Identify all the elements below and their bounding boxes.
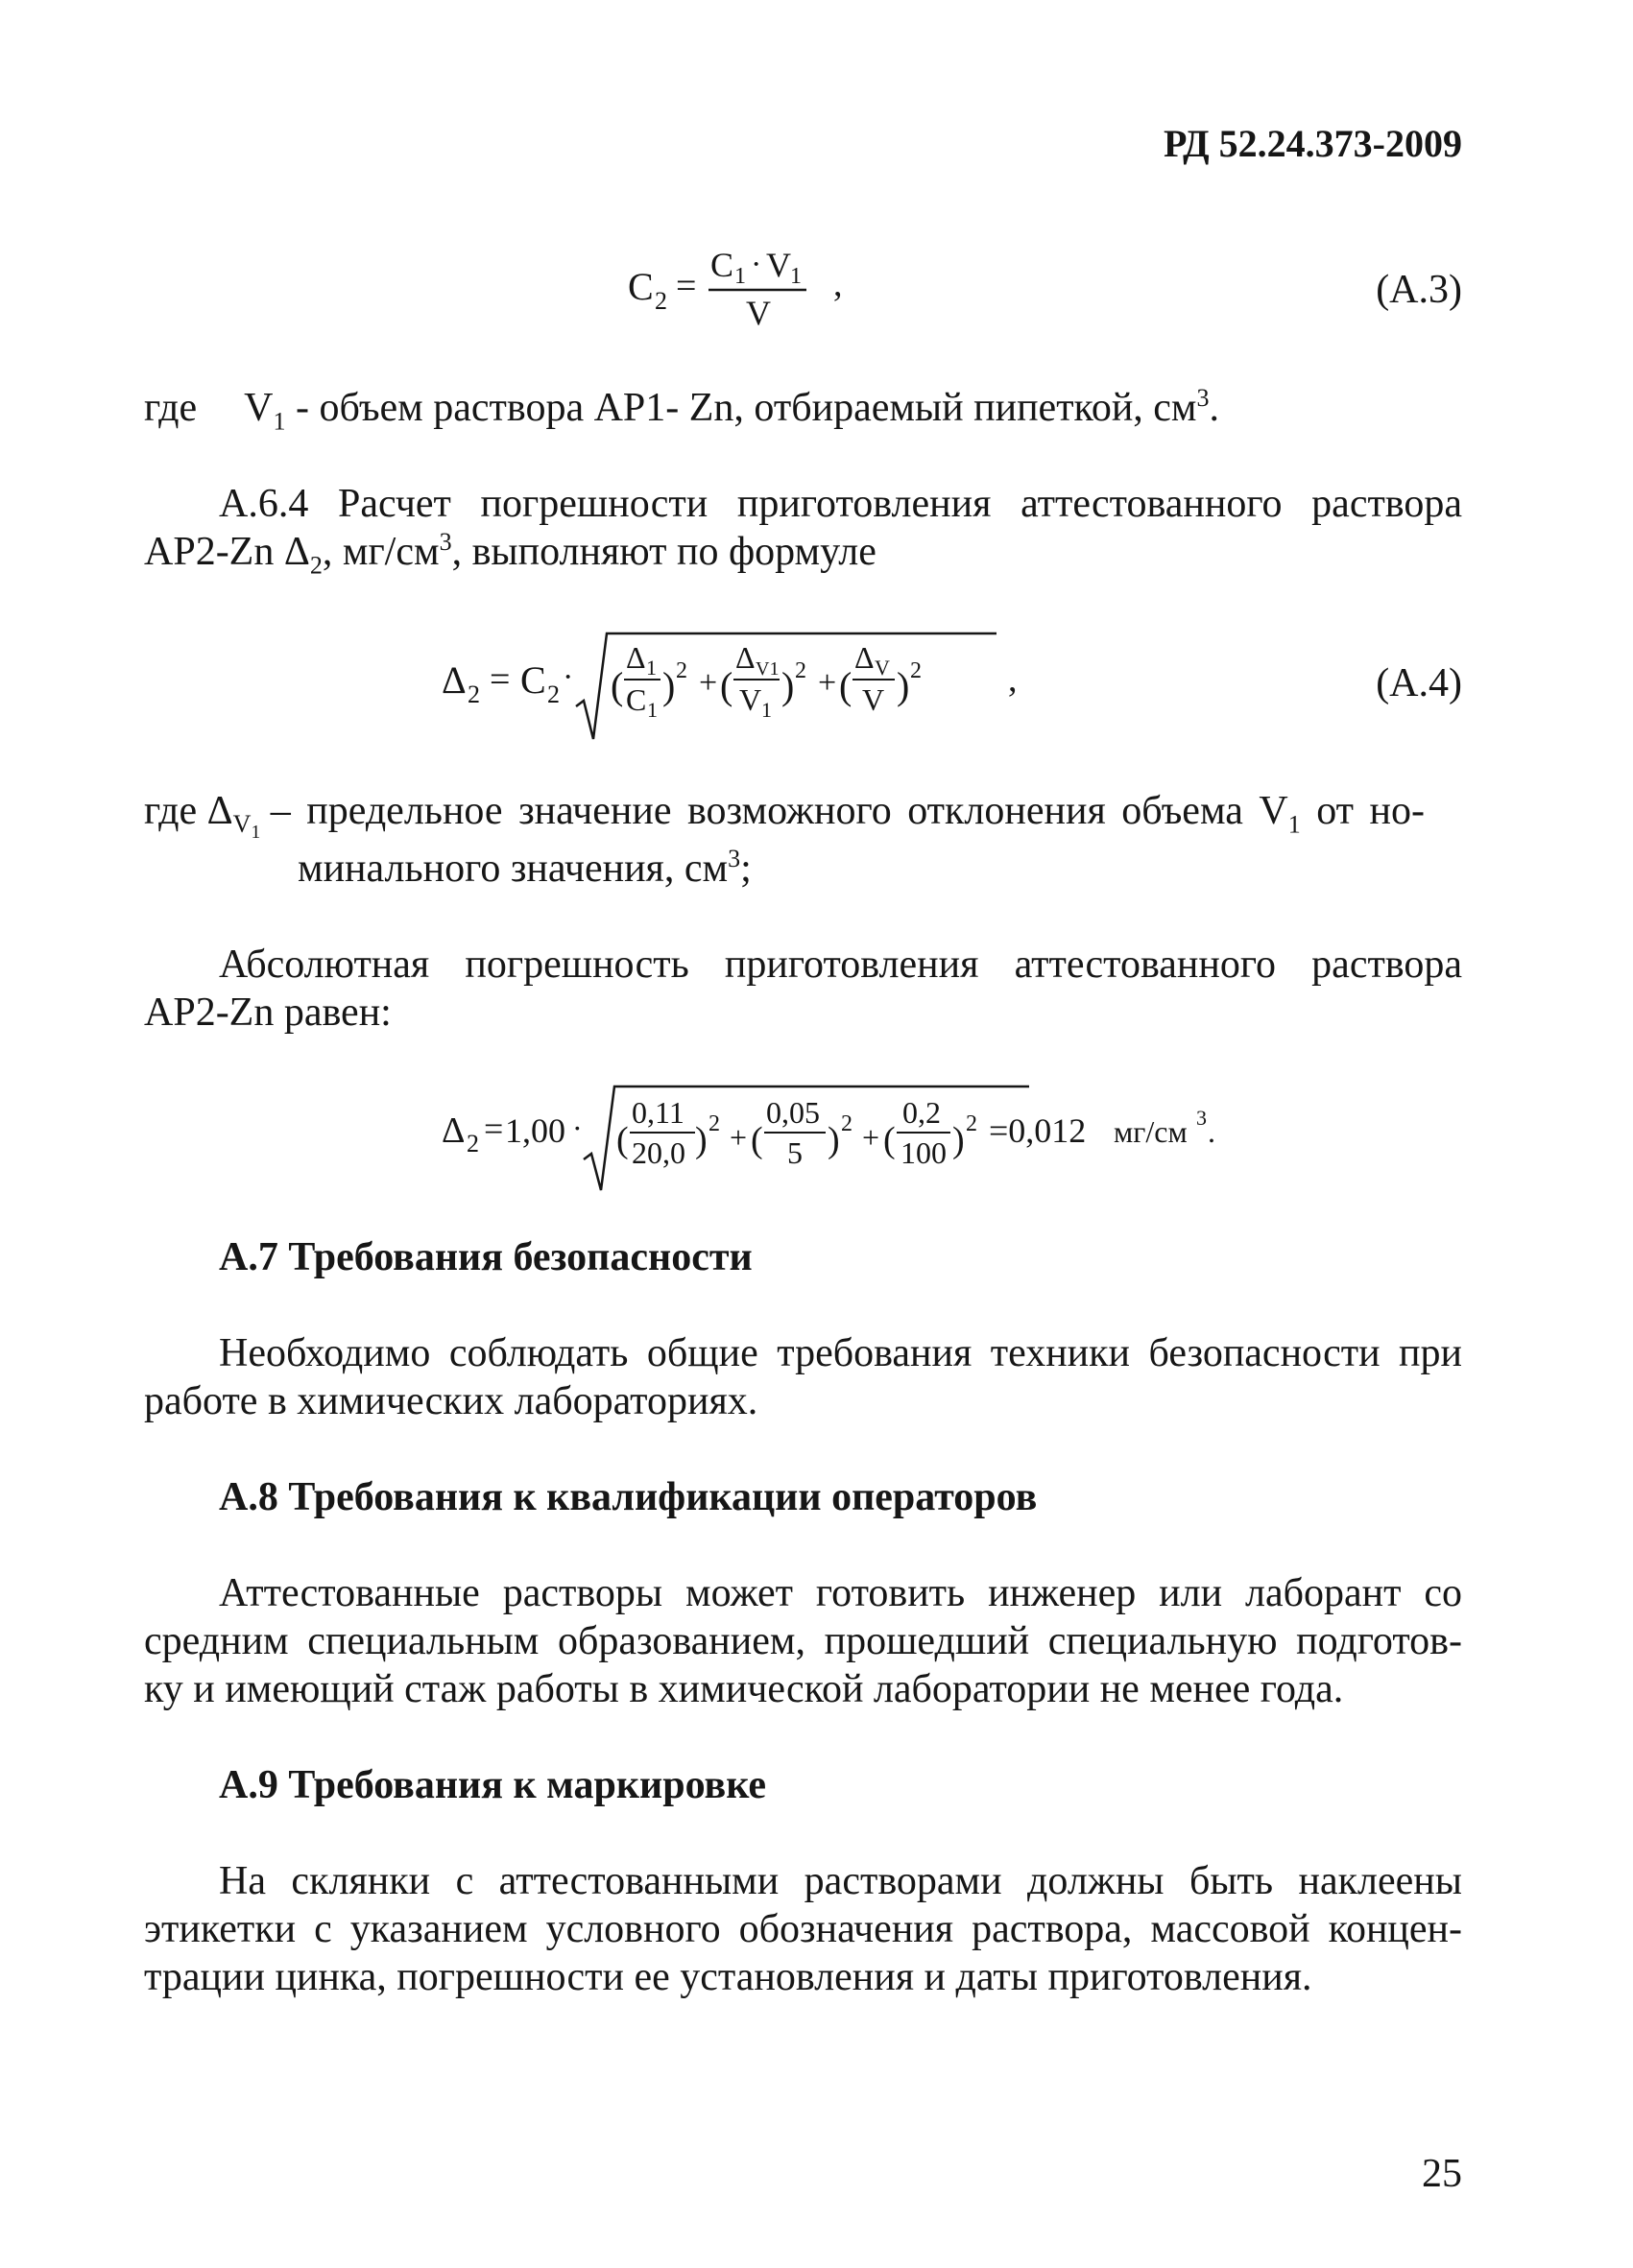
where-v1-end: . <box>1209 386 1220 430</box>
section-a8-title: А.8 Требования к квалификации операторов <box>219 1475 1038 1519</box>
para-a64-line2-c: , выполняют по формуле <box>451 530 877 574</box>
formula-a3-number: (А.3) <box>1376 268 1462 312</box>
where-dv1-line2 <box>298 845 752 893</box>
formula-a3-eq: = <box>676 266 697 306</box>
formula-a3-lhs-sub: 2 <box>655 287 667 315</box>
formula-a4-paren-open-1: ( <box>611 664 624 707</box>
where-dv1-symbol-sub: V1 <box>232 810 261 844</box>
formula-a4-number: (А.4) <box>1376 661 1462 705</box>
formula-a4-t2-num: Δ <box>735 640 756 675</box>
formula-calc-pow-2: 2 <box>841 1111 853 1136</box>
where-dv1-line1-sub: 1 <box>1287 810 1301 839</box>
formula-a4-paren-close-3: ) <box>897 664 910 707</box>
section-a9-line2: этикетки с указанием условного обозначения раствора, массовой концен- <box>144 1907 1462 1951</box>
formula-a4-t3-num: Δ <box>854 640 875 675</box>
formula-calc-paren-close-1: ) <box>695 1120 708 1160</box>
formula-a4-plus-2: + <box>818 665 837 701</box>
formula-calc-eq: = <box>484 1110 504 1148</box>
where-dv1-line2-sup: 3 <box>728 845 741 872</box>
formula-a4-t1-num-sub: 1 <box>646 656 657 680</box>
where-v1-line <box>144 384 1220 436</box>
formula-a4-paren-close-2: ) <box>781 664 795 707</box>
where-v1-symbol: V <box>244 386 274 430</box>
where-v1-sup: 3 <box>1196 384 1210 412</box>
formula-a4-t1-den-sub: 1 <box>647 698 658 722</box>
formula-a4-t3-num-sub: V <box>875 656 890 680</box>
where-dv1-line1-end: от но- <box>1300 789 1425 833</box>
formula-a3-num-b-sub: 1 <box>790 264 802 289</box>
para-abs-line1: Абсолютная погрешность приготовления аттестованного раствора <box>219 943 1462 987</box>
formula-a3-comma: , <box>833 264 843 304</box>
formula-a3-dot: · <box>751 247 762 282</box>
formula-calc-unit-sup: 3 <box>1196 1106 1207 1130</box>
formula-a4-lhs-sub: 2 <box>468 680 480 708</box>
section-a8-line2: средним специальным образованием, прошедший специальную подготов- <box>144 1619 1462 1663</box>
formula-calc-paren-close-2: ) <box>828 1120 840 1160</box>
formula-calc-paren-open-2: ( <box>751 1120 763 1160</box>
formula-calc-plus-1: + <box>730 1120 748 1155</box>
formula-a4-t2-den: V <box>739 682 762 717</box>
formula-calc-unit: мг/см <box>1114 1114 1188 1149</box>
section-a9-line3: трации цинка, погрешности ее установления и даты приготовления. <box>144 1955 1312 1999</box>
para-a64-line2-sup: 3 <box>439 528 452 556</box>
formula-a3 <box>614 240 902 336</box>
formula-a4-paren-open-2: ( <box>720 664 733 707</box>
para-abs-line2: АР2-Zn равен: <box>144 991 392 1035</box>
formula-calc-pow-3: 2 <box>966 1111 977 1136</box>
para-a64-line2 <box>144 528 877 580</box>
formula-calc-plus-2: + <box>862 1120 880 1155</box>
where-dv1-symbol: Δ <box>206 789 233 833</box>
page-number: 25 <box>1422 2152 1462 2196</box>
section-a7-line2: работе в химических лабораториях. <box>144 1379 758 1423</box>
where-dv1-line1-text: – предельное значение возможного отклонения объема V <box>270 789 1288 833</box>
formula-calc <box>442 1075 1306 1209</box>
formula-calc-lhs-sub: 2 <box>467 1130 479 1158</box>
formula-a4-c2-sub: 2 <box>547 680 560 708</box>
formula-a4-paren-close-1: ) <box>662 664 676 707</box>
formula-a4-paren-open-3: ( <box>839 664 853 707</box>
formula-calc-pow-1: 2 <box>708 1111 720 1136</box>
formula-calc-t2-den: 5 <box>787 1135 803 1170</box>
where-prefix: где <box>144 386 198 430</box>
formula-a4 <box>442 614 1056 749</box>
formula-a4-t3-den: V <box>862 682 885 717</box>
formula-calc-dot: · <box>572 1110 583 1145</box>
section-a8-line1: Аттестованные растворы может готовить инженер или лаборант со <box>219 1571 1462 1615</box>
formula-a4-pow-2: 2 <box>795 658 806 683</box>
section-a7-line1: Необходимо соблюдать общие требования техники безопасности при <box>219 1331 1462 1375</box>
section-a7-title: А.7 Требования безопасности <box>219 1235 753 1279</box>
para-a64-line2-sub: 2 <box>309 551 323 580</box>
document-id: РД 52.24.373-2009 <box>1164 122 1462 165</box>
formula-a3-lhs: C <box>628 265 654 308</box>
formula-a4-t2-den-sub: 1 <box>761 698 772 722</box>
where-v1-symbol-sub: 1 <box>273 407 286 436</box>
para-a64-line2-a: АР2-Zn Δ <box>144 530 310 574</box>
where-dv1-line2-text: минального значения, см <box>298 847 729 891</box>
formula-calc-result: =0,012 <box>989 1111 1087 1150</box>
formula-calc-paren-open-3: ( <box>883 1120 896 1160</box>
where-dv1-prefix: где <box>144 789 198 833</box>
formula-a4-c2: C <box>520 658 546 702</box>
para-a64-line2-b: , мг/см <box>322 530 440 574</box>
formula-a3-num-b: V <box>766 246 791 284</box>
formula-calc-coef: 1,00 <box>505 1111 565 1150</box>
formula-calc-lhs: Δ <box>442 1110 466 1151</box>
formula-a3-num-a-sub: 1 <box>734 264 746 289</box>
section-a9-title: А.9 Требования к маркировке <box>219 1763 767 1807</box>
section-a8-line3: ку и имеющий стаж работы в химической лаборатории не менее года. <box>144 1667 1344 1711</box>
formula-calc-paren-open-1: ( <box>616 1120 629 1160</box>
formula-a4-dot: · <box>563 659 574 695</box>
formula-calc-t1-den: 20,0 <box>632 1135 685 1170</box>
formula-a4-plus-1: + <box>699 665 718 701</box>
para-a64-line1: А.6.4 Расчет погрешности приготовления аттестованного раствора <box>219 482 1462 526</box>
formula-a4-lhs: Δ <box>442 658 467 702</box>
formula-a4-t1-den: C <box>626 682 647 717</box>
formula-calc-t3-den: 100 <box>901 1135 947 1170</box>
formula-calc-t3-num: 0,2 <box>902 1095 941 1130</box>
formula-a3-den: V <box>746 294 771 332</box>
formula-calc-t2-num: 0,05 <box>766 1095 820 1130</box>
formula-a4-pow-1: 2 <box>676 658 687 683</box>
formula-calc-end: . <box>1208 1114 1215 1149</box>
section-a9-line1: На склянки с аттестованными растворами должны быть наклеены <box>219 1859 1462 1903</box>
formula-a4-eq: = <box>490 659 511 700</box>
formula-a4-pow-3: 2 <box>910 658 922 683</box>
formula-calc-t1-num: 0,11 <box>632 1095 684 1130</box>
formula-a4-t2-num-sub: V1 <box>756 658 780 680</box>
formula-a4-t1-num: Δ <box>626 640 646 675</box>
formula-calc-paren-close-3: ) <box>952 1120 965 1160</box>
where-dv1-line1 <box>144 787 1462 844</box>
formula-a4-comma: , <box>1008 659 1018 700</box>
where-v1-text: - объем раствора АР1- Zn, отбираемый пипеткой, см <box>285 386 1197 430</box>
formula-a3-num-a: C <box>710 246 734 284</box>
where-dv1-line2-end: ; <box>740 847 752 891</box>
